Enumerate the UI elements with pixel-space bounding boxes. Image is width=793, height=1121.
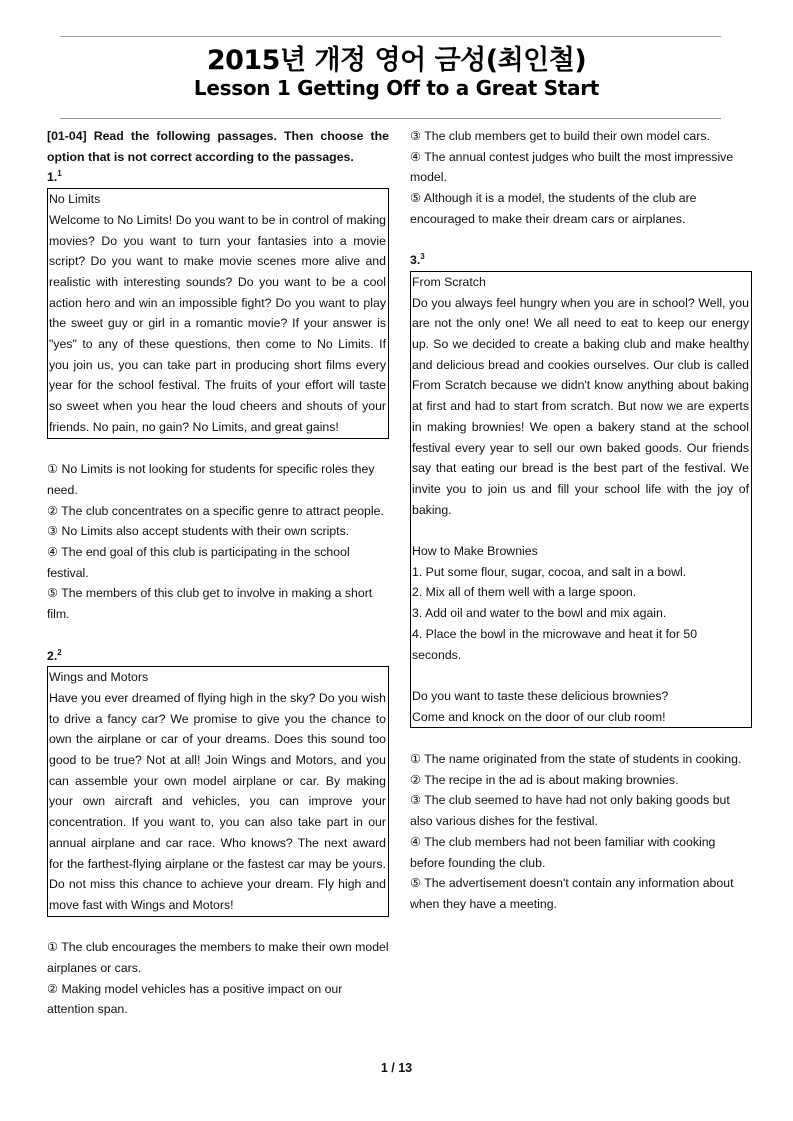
option: ③ No Limits also accept students with their own scripts. (47, 524, 350, 539)
option: ④ The end goal of this club is participating in the school festival. (47, 545, 350, 580)
question-3-number: 3.$^3$ (410, 252, 425, 268)
recipe-step: 2. Mix all of them well with a large spoon. (412, 585, 637, 600)
passage-text: Have you ever dreamed of flying high in the sky? Do you wish to drive a fancy car? We promise to give you the chance to own the airplane or car of your dreams. Does this sound too good to be true? Not at all! Join Wings and Motors, and you can assemble your own model airplane or car. By making your own aircraft and vehicles, you can improve your concentration. If you want to, you can also take part in our annual airplane and car race. Who knows? The next award for the farthest-flying airplane or the fastest car may be yours. Do not miss this chance to achieve your dream. Fly high and move fast with Wings and Motors! (49, 690, 386, 912)
page-title: 2015년 개정 영어 금성(최인철) (206, 45, 587, 76)
question-2-passage-box (47, 666, 389, 916)
option: ⑤ The advertisement doesn't contain any information about when they have a meeting. (410, 876, 734, 911)
top-rule (60, 36, 721, 37)
left-column (47, 126, 389, 1020)
question-3-passage-box (410, 271, 752, 728)
option: ③ The club seemed to have had not only baking goods but also various dishes for the festival. (410, 793, 730, 829)
question-1-number: 1.$^1$ (47, 169, 62, 185)
option: ④ The club members had not been familiar with cooking before founding the club. (410, 834, 716, 870)
option: ① No Limits is not looking for students for specific roles they need. (47, 462, 375, 497)
recipe-title: How to Make Brownies (412, 544, 538, 559)
option: ② The club concentrates on a specific genre to attract people. (47, 503, 384, 518)
passage-title: Wings and Motors (49, 670, 149, 685)
closing-line: Come and knock on the door of our club room! (412, 709, 666, 724)
option: ③ The club members get to build their own model cars. (410, 129, 710, 143)
right-column (410, 126, 752, 915)
option: ④ The annual contest judges who built the most impressive model. (410, 149, 734, 185)
recipe-step: 1. Put some flour, sugar, cocoa, and salt in a bowl. (412, 564, 687, 579)
page-subtitle: Lesson 1 Getting Off to a Great Start (193, 76, 600, 100)
option: ⑤ The members of this club get to involve in making a short film. (47, 586, 373, 622)
passage-title: No Limits (49, 192, 101, 207)
passage-text: Welcome to No Limits! Do you want to be in control of making movies? Do you want to turn your fantasies into a movie script? Do you want to make movie scenes more alive and realistic with interesting sounds? Do you want to be a cool action hero and win an impossible fight? Do you want to play the sweet guy or girl in a romantic movie? If your answer is "yes" to any of these questions, then come to No Limits. If you join us, you can take part in producing short films every year for the school festival. The fruits of your effort will taste so sweet when you hear the loud cheers and shouts of your friends. No pain, no gain? No Limits, and great gains! (49, 212, 386, 434)
header-rule (60, 118, 721, 119)
option: ② Making model vehicles has a positive impact on our attention span. (47, 981, 343, 1017)
closing-line: Do you want to taste these delicious brownies? (412, 688, 669, 703)
recipe-step: 3. Add oil and water to the bowl and mix again. (412, 606, 667, 621)
option: ① The name originated from the state of students in cooking. (410, 752, 742, 767)
instructions: [01-04] Read the following passages. Then choose the option that is not correct according to the passages. (47, 129, 389, 164)
option: ② The recipe in the ad is about making brownies. (410, 772, 679, 787)
question-2-number: 2.$^2$ (47, 647, 62, 663)
recipe-step: 4. Place the bowl in the microwave and heat it for 50 seconds. (412, 626, 698, 662)
question-1-passage-box (47, 188, 389, 438)
passage-text: Do you always feel hungry when you are in school? Well, you are not the only one! We all need to eat to keep our energy up. So we decided to create a baking club and make healthy and delicious bread and cookies ourselves. Our club is called From Scratch because we didn't know anything about baking at first and had to start from scratch. But now we are experts in making brownies! We open a bakery stand at the school festival every year to sell our own baked goods. Our friends say that eating our bread is the best part of the festival. We invite you to join us and fill your school life with the joy of baking. (412, 295, 749, 517)
page-number: 1 / 13 (380, 1061, 413, 1075)
option: ⑤ Although it is a model, the students of the club are encouraged to make their dream cars or airplanes. (410, 191, 697, 226)
option: ① The club encourages the members to make their own model airplanes or cars. (47, 940, 389, 976)
passage-title: From Scratch (412, 274, 486, 289)
